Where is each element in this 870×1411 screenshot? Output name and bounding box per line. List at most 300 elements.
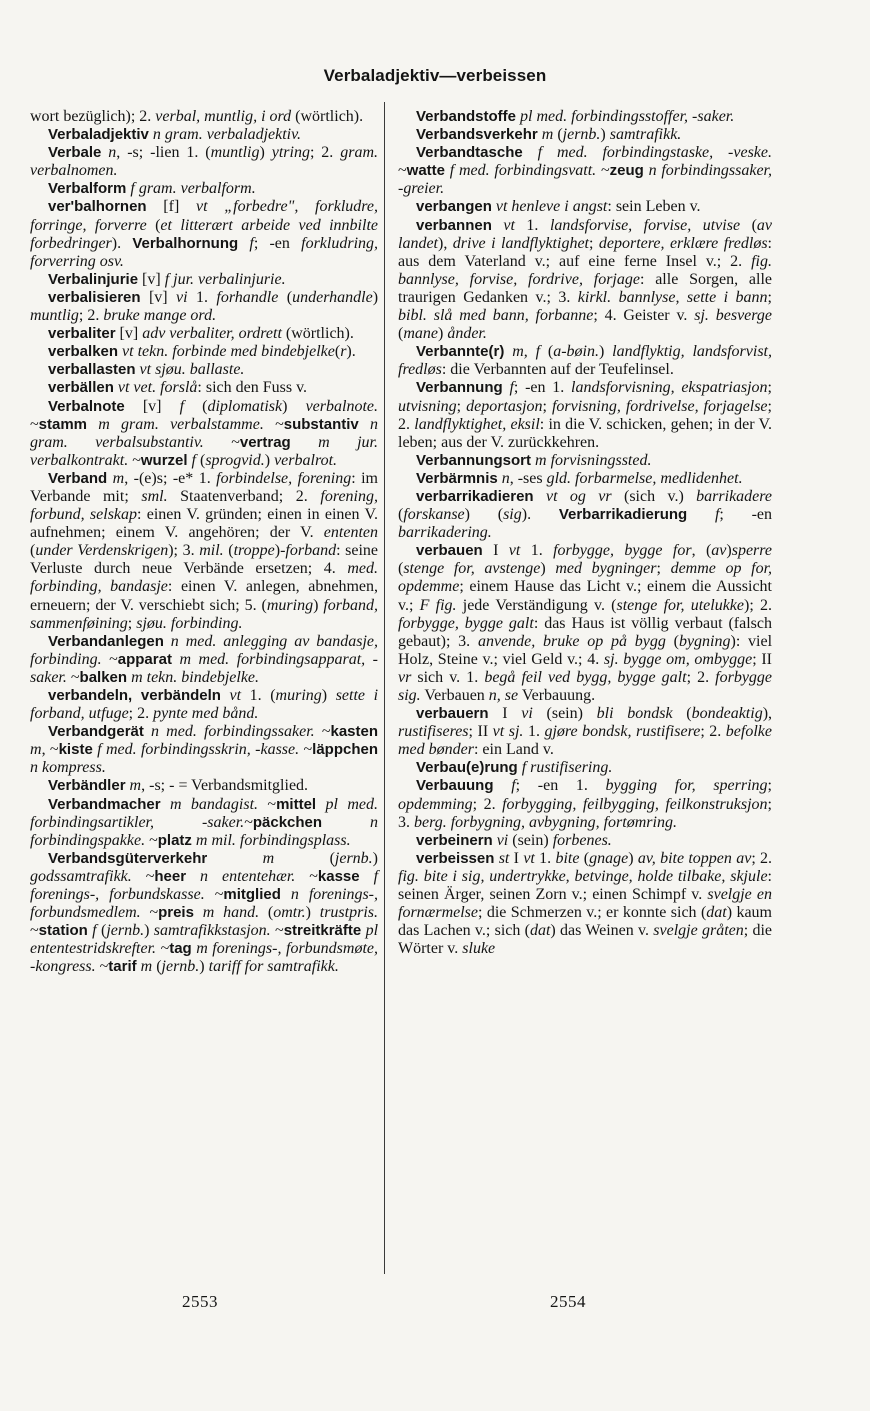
entry-text: ) xyxy=(599,343,613,361)
entry-text: [v] xyxy=(140,288,177,306)
translation-text: f med. forbindingstaske, -veske. xyxy=(522,144,772,162)
translation-text: opdemming xyxy=(398,795,473,813)
entry-text: ), xyxy=(762,705,773,723)
dictionary-entry xyxy=(398,759,772,777)
entry-text: ); 3. xyxy=(168,542,200,560)
translation-text: f xyxy=(238,234,254,252)
entry-text: wort bezüglich); 2. xyxy=(30,108,156,125)
entry-text: ( xyxy=(274,849,335,867)
entry-text: ; 2. xyxy=(686,668,716,686)
entry-text: : ein Land v. xyxy=(473,741,554,759)
headword: Verbalform xyxy=(48,180,127,198)
headword: verbalken xyxy=(48,343,119,361)
entry-text: ; -en 1. xyxy=(515,777,606,795)
entry-text: I xyxy=(482,542,509,560)
entry-text: , -ses xyxy=(509,469,547,487)
entry-text: ~ xyxy=(128,451,141,469)
entry-text: : einen V. anlegen, abnehmen, erneuern; der V. verschiebt sich; 5. ( xyxy=(30,578,379,614)
entry-text: ( xyxy=(398,506,404,524)
entry-text: ~ xyxy=(398,162,407,180)
entry-text: ). xyxy=(346,343,356,361)
entry-text: ~ xyxy=(258,795,277,813)
entry-text: , ~ xyxy=(41,741,59,759)
entry-text: : in die V. schicken, gehen; in der V. leben; aus der V. zurückkehren. xyxy=(398,415,773,451)
entry-text: ~ xyxy=(30,922,39,940)
translation-text: barrikadere xyxy=(696,487,773,505)
headword: Verbauung xyxy=(416,777,494,795)
entry-text: Verbauung. xyxy=(518,687,596,704)
dictionary-entry xyxy=(398,343,772,379)
entry-text: 1. xyxy=(534,849,556,867)
dictionary-entry xyxy=(30,687,378,723)
dictionary-entry xyxy=(30,289,378,325)
dictionary-entry xyxy=(30,633,378,687)
entry-text: , -(e)s; -e* 1. xyxy=(124,469,217,487)
translation-text: vt „forbedre", forkludre, forringe, forverre xyxy=(30,198,379,234)
translation-text: forbenes. xyxy=(552,831,612,849)
translation-text: vi xyxy=(176,288,188,306)
dictionary-entry xyxy=(30,144,378,180)
translation-text: vt vet. forslå xyxy=(113,379,198,397)
translation-text: m mil. forbindingsplass. xyxy=(191,831,351,849)
entry-text: (sein) xyxy=(532,705,597,723)
entry-text: ( xyxy=(672,705,692,723)
translation-text: a-bøin. xyxy=(553,343,599,361)
translation-text: st xyxy=(494,849,510,867)
dictionary-entry xyxy=(30,126,378,144)
entry-text: ; 4. Geister v. xyxy=(593,307,695,325)
dictionary-entry xyxy=(30,777,378,795)
dictionary-entry xyxy=(30,343,378,361)
entry-text: ; xyxy=(542,397,552,415)
translation-text: m bandagist. xyxy=(160,795,259,813)
entry-text: ~ xyxy=(314,723,331,741)
entry-text: (sein) xyxy=(508,831,553,849)
headword: Verbandsverkehr xyxy=(416,126,538,144)
entry-text: 1. xyxy=(523,723,545,741)
headword: Verbandsgüterverkehr xyxy=(48,849,208,867)
translation-text: m xyxy=(207,849,275,867)
entry-text: ~ xyxy=(203,433,240,451)
entry-text: I xyxy=(488,705,522,723)
entry-text: ~ xyxy=(244,813,253,831)
entry-text: ; 2. xyxy=(128,705,154,723)
dictionary-entry xyxy=(398,850,772,959)
entry-text: ; -en 1. xyxy=(513,379,572,397)
translation-text: sj. bygge om, ombygge xyxy=(603,650,753,668)
translation-text: n ententehær. xyxy=(186,867,296,885)
entry-text: ; 2. xyxy=(398,397,772,433)
entry-text: ; xyxy=(656,560,671,578)
dictionary-entry xyxy=(398,379,772,451)
translation-text: mil. xyxy=(199,542,224,560)
entry-text: ) xyxy=(313,596,324,614)
entry-text: Staatenverband; 2. xyxy=(167,487,321,505)
dictionary-entry xyxy=(398,705,772,759)
translation-text: svelgje en fornærmelse xyxy=(398,886,772,922)
page-number-left: 2553 xyxy=(182,1292,218,1311)
translation-text: anvende, bruke op på bygg xyxy=(477,632,666,650)
headword: apparat xyxy=(117,650,172,668)
entry-text: ( xyxy=(152,958,162,976)
entry-text: ; II xyxy=(752,650,773,668)
translation-text: n forbindingssaker, -greier. xyxy=(398,162,773,198)
entry-text: ~ xyxy=(204,886,224,904)
translation-text: vt xyxy=(220,687,242,704)
headword: heer xyxy=(154,867,187,885)
translation-text: et litterært arbeide ved innbilte forbedringer xyxy=(30,216,378,252)
translation-text: sluke xyxy=(462,940,496,958)
translation-text: m gram. verbalstamme. xyxy=(87,415,264,433)
dictionary-entry xyxy=(30,198,378,270)
entry-text: : einen V. gründen; einen in einen V. aufnehmen; einem V. angehören; der V. xyxy=(30,506,378,542)
headword: stamm xyxy=(38,415,88,433)
translation-text: vi xyxy=(521,705,533,723)
entry-text: ( xyxy=(223,542,234,560)
headword: verbauern xyxy=(416,705,489,723)
translation-text: sjøu. forbinding. xyxy=(136,614,243,632)
entry-text: 1. xyxy=(520,542,554,560)
translation-text: n forbindingspakke. xyxy=(30,813,379,849)
entry-text: , -s; -lien 1. ( xyxy=(116,144,211,162)
dictionary-entry xyxy=(398,198,772,216)
translation-text: ånder. xyxy=(447,325,487,343)
headword: päckchen xyxy=(252,813,323,831)
headword: Verbannungsort xyxy=(416,451,532,469)
translation-text: bibl. slå med bann, forbanne xyxy=(398,307,594,325)
translation-text: landflyktighet, eksil xyxy=(414,415,540,433)
dictionary-entry xyxy=(30,325,378,343)
entry-text: 1. xyxy=(514,216,550,234)
dictionary-entry xyxy=(398,108,772,126)
translation-text: tariff for samtrafikk. xyxy=(208,958,339,976)
headword: verbarrikadieren xyxy=(416,487,534,505)
translation-text: sprogvid. xyxy=(205,451,265,469)
entry-text: (wörtlich). xyxy=(291,108,364,125)
entry-text: ( xyxy=(30,542,36,560)
headword: Verbandmacher xyxy=(48,795,161,813)
translation-text: pl ententestridskrefter. xyxy=(30,922,379,958)
translation-text: vr xyxy=(398,668,412,686)
translation-text: gjøre bondsk, rustifisere xyxy=(544,723,701,741)
translation-text: forskanse xyxy=(403,506,465,524)
translation-text: f xyxy=(493,777,516,795)
entry-text: ), xyxy=(438,234,453,252)
entry-text: I xyxy=(509,849,524,867)
translation-text: sette i forband, utfuge xyxy=(30,687,379,723)
translation-text: forbygge, bygge galt xyxy=(398,614,534,632)
headword: verbaliter xyxy=(48,325,116,343)
dictionary-entry xyxy=(398,217,772,344)
translation-text: jernb. xyxy=(106,922,145,940)
translation-text: forkludring, forverring osv. xyxy=(30,234,379,270)
dictionary-entry xyxy=(30,180,378,198)
entry-text: Verbauen xyxy=(420,687,489,704)
translation-text: f med. forbindingsskrin, -kasse. xyxy=(92,741,300,759)
headword: verbauen xyxy=(416,542,483,560)
dictionary-entry xyxy=(30,361,378,379)
entry-text: ) xyxy=(372,849,378,867)
translation-text: vt og vr xyxy=(533,487,612,505)
translation-text: m forvisningssted. xyxy=(531,451,652,469)
entry-text: 1. ( xyxy=(241,687,276,704)
entry-text: ). xyxy=(521,506,559,524)
translation-text: f xyxy=(87,922,97,940)
translation-text: vi xyxy=(492,831,509,849)
translation-text: vt xyxy=(508,542,521,560)
entry-text: : im Verbande mit; xyxy=(30,469,378,505)
translation-text: av xyxy=(711,542,727,560)
entry-text: ~ xyxy=(95,958,109,976)
translation-text: sml. xyxy=(141,487,168,505)
translation-text: mane xyxy=(403,325,438,343)
translation-text: godssamtrafikk. xyxy=(30,867,132,885)
entry-text: ; 2. xyxy=(472,795,503,813)
translation-text: med. forbinding, bandasje xyxy=(30,560,378,596)
entry-text: ; xyxy=(767,379,772,397)
headword: Verbärmnis xyxy=(416,469,498,487)
translation-text: f jur. verbalinjurie. xyxy=(164,270,286,288)
entry-text: ( xyxy=(398,325,404,343)
entry-text: ~ xyxy=(156,940,170,958)
translation-text: bruke mange ord. xyxy=(103,307,217,325)
headword: verbällen xyxy=(48,379,114,397)
entry-text: : sein Leben v. xyxy=(607,198,701,216)
translation-text: n, se xyxy=(488,687,519,704)
translation-text: demme op for, opdemme xyxy=(398,560,773,596)
entry-text: ; 2. xyxy=(78,307,104,325)
translation-text: muring xyxy=(275,687,322,704)
entry-text: ( xyxy=(334,343,341,361)
dictionary-entry xyxy=(398,488,772,542)
translation-text: ytring xyxy=(271,144,310,162)
entry-text: ( xyxy=(259,904,274,922)
headword: verbeinern xyxy=(416,831,493,849)
translation-text: dat xyxy=(706,904,727,922)
translation-text: forhandle xyxy=(216,288,279,306)
headword: Verbändler xyxy=(48,777,126,795)
translation-text: m tekn. bindebjelke. xyxy=(127,668,260,686)
entry-text: ; die Schmerzen v.; er konnte sich ( xyxy=(478,904,707,922)
entry-text: ; -en xyxy=(253,234,302,252)
column-divider xyxy=(384,102,385,1274)
entry-text: : sich den Fuss v. xyxy=(197,379,308,397)
headword: substantiv xyxy=(283,415,359,433)
entry-text: ; xyxy=(456,397,467,415)
entry-text: ~ xyxy=(145,831,158,849)
entry-text: ; 2. xyxy=(751,849,773,867)
headword: balken xyxy=(79,668,128,686)
entry-text: (sich v.) xyxy=(611,487,697,505)
entry-text: 1. xyxy=(187,288,217,306)
translation-text: forbygging, feilbygging, feilkonstruksjon xyxy=(502,795,768,813)
entry-text: ~ xyxy=(66,668,80,686)
entry-text: ( xyxy=(540,343,554,361)
entry-text: ; 2. xyxy=(700,723,726,741)
entry-text: ) xyxy=(628,849,638,867)
entry-text: ~ xyxy=(263,415,284,433)
headword: verbannen xyxy=(416,216,492,234)
headword: kasse xyxy=(317,867,360,885)
translation-text: diplomatisk xyxy=(207,397,283,415)
entry-text: ); 2. xyxy=(744,596,773,614)
headword: verbangen xyxy=(416,198,492,216)
headword: Verbannte(r) xyxy=(416,343,505,361)
headword: Verbalnote xyxy=(48,397,125,415)
translation-text: sj. besverge xyxy=(694,307,772,325)
entry-text: ) xyxy=(144,922,154,940)
translation-text: svelgje gråten xyxy=(653,922,744,940)
translation-text: f rustifisering. xyxy=(517,759,613,777)
translation-text: m xyxy=(125,777,142,795)
dictionary-entry xyxy=(398,126,772,144)
translation-text: rustifiseres xyxy=(398,723,469,741)
entry-text: ( xyxy=(146,216,161,234)
entry-text: ~ xyxy=(299,741,313,759)
translation-text: stenge for, avstenge xyxy=(403,560,541,578)
translation-text: sperre xyxy=(731,542,773,560)
headword: preis xyxy=(158,904,194,922)
translation-text: utvisning xyxy=(398,397,457,415)
translation-text: m med. forbindingsapparat, -saker. xyxy=(30,650,379,686)
translation-text: pl med. forbindingsartikler, -saker. xyxy=(30,795,379,831)
translation-text: forband, sammenføining xyxy=(30,596,378,632)
headword: mittel xyxy=(276,795,317,813)
translation-text: bygging for, sperring xyxy=(605,777,768,795)
translation-text: deportere, erklære fredløs xyxy=(598,234,768,252)
translation-text: forbygge, bygge for xyxy=(553,542,692,560)
translation-text: vt henleve i angst xyxy=(491,198,608,216)
translation-text: av landet xyxy=(398,216,773,252)
translation-text: kirkl. bannlyse, sette i bann xyxy=(577,288,768,306)
entry-text: ) das Weinen v. xyxy=(550,922,654,940)
entry-text: ; II xyxy=(468,723,493,741)
headword: vertrag xyxy=(239,433,291,451)
translation-text: jernb. xyxy=(334,849,373,867)
translation-text: fig. bannlyse, forvise, fordrive, forjage xyxy=(398,252,772,288)
entry-text: ~ xyxy=(101,650,118,668)
translation-text: drive i landflyktighet xyxy=(452,234,589,252)
headword: verbeissen xyxy=(416,849,495,867)
translation-text: n med. anlegging av bandasje, forbinding. xyxy=(30,632,378,668)
entry-text: ) xyxy=(282,397,306,415)
translation-text: stenge for, utelukke xyxy=(616,596,745,614)
dictionary-entry xyxy=(398,542,772,705)
translation-text: samtrafikk. xyxy=(609,126,682,144)
translation-text: vt sj. xyxy=(492,723,524,741)
dictionary-entry xyxy=(398,452,772,470)
entry-text: ) xyxy=(372,288,379,306)
translation-text: fig. bite i sig, undertrykke, betvinge, holde tilbake, skjule xyxy=(398,867,768,885)
headword: platz xyxy=(157,831,192,849)
translation-text: forband xyxy=(285,542,337,560)
headword: ver'balhornen xyxy=(48,198,147,216)
dictionary-entry xyxy=(30,108,378,126)
entry-text: ) xyxy=(259,144,272,162)
headword: Verbandanlegen xyxy=(48,632,164,650)
headword: Verbale xyxy=(48,144,102,162)
entry-text: ( xyxy=(665,632,679,650)
translation-text: vt xyxy=(491,216,515,234)
headword: Verbau(e)rung xyxy=(416,759,518,777)
translation-text: pynte med bånd. xyxy=(153,705,259,723)
translation-text: under Verdenskrigen xyxy=(35,542,169,560)
headword: Verbandstoffe xyxy=(416,108,517,125)
headword: tag xyxy=(169,940,192,958)
translation-text: n med. forbindingssaker. xyxy=(143,723,315,741)
translation-text: f xyxy=(187,451,196,469)
translation-text: muntlig xyxy=(30,307,79,325)
dictionary-entry xyxy=(30,470,378,633)
headword: läppchen xyxy=(312,741,379,759)
translation-text: omtr. xyxy=(273,904,306,922)
headword: streitkräfte xyxy=(283,922,362,940)
entry-text: ( xyxy=(398,560,404,578)
dictionary-entry xyxy=(398,470,772,488)
headword: verbandeln, verbändeln xyxy=(48,687,221,704)
headword: Verbandgerät xyxy=(48,723,144,741)
entry-text: ( xyxy=(196,451,206,469)
entry-text: ~ xyxy=(30,415,39,433)
translation-text: samtrafikkstasjon. xyxy=(153,922,271,940)
translation-text: m hand. xyxy=(193,904,260,922)
entry-text: ; einem Hause das Licht v.; einem die Aussicht v.; xyxy=(398,578,772,614)
entry-text: ; xyxy=(127,614,137,632)
translation-text: verbalrot. xyxy=(274,451,338,469)
translation-text: F fig. xyxy=(419,596,457,614)
entry-text: ( xyxy=(553,126,563,144)
translation-text: m xyxy=(136,958,153,976)
translation-text: underhandle xyxy=(292,288,373,306)
translation-text: n gram. verbaladjektiv. xyxy=(148,126,302,144)
entry-text: [v] xyxy=(124,397,180,415)
entry-text: [v] xyxy=(115,325,143,343)
entry-text: ~ xyxy=(295,867,318,885)
entry-text: ; 2. xyxy=(309,144,341,162)
entry-text: ( xyxy=(579,849,590,867)
translation-text: f xyxy=(179,397,185,415)
entry-text: ( xyxy=(278,288,293,306)
dictionary-entry xyxy=(398,832,772,850)
translation-text: gnage xyxy=(589,849,629,867)
entry-text: jede Verständigung v. ( xyxy=(456,596,617,614)
entry-text: : die Verbannten auf der Teufelinsel. xyxy=(441,361,674,379)
right-column xyxy=(398,108,772,958)
entry-text: ; 3. xyxy=(398,795,772,831)
translation-text: verbalnote. xyxy=(305,397,378,415)
entry-text: , ( xyxy=(691,542,712,560)
headword: Verband xyxy=(48,469,108,487)
translation-text: m xyxy=(107,469,125,487)
entry-text: (wörtlich). xyxy=(281,325,354,343)
translation-text: n kompress. xyxy=(30,759,106,777)
translation-text: bygning xyxy=(678,632,731,650)
entry-text: ) kaum das Lachen v.; sich ( xyxy=(398,904,772,940)
dictionary-entry xyxy=(398,777,772,831)
headword: verballasten xyxy=(48,361,136,379)
translation-text: deportasjon xyxy=(466,397,543,415)
translation-text: begå feil ved bygg, bygge galt xyxy=(484,668,687,686)
translation-text: sig xyxy=(503,506,522,524)
translation-text: vt xyxy=(523,849,535,867)
entry-text: ) xyxy=(600,126,610,144)
entry-text: : aus dem Vaterland v.; auf eine ferne Insel v.; 2. xyxy=(398,234,772,270)
translation-text: barrikadering. xyxy=(398,524,492,542)
headword: Verbannung xyxy=(416,379,503,397)
translation-text: m xyxy=(537,126,554,144)
entry-text: ) xyxy=(437,325,448,343)
translation-text: forbindelse, forening xyxy=(216,469,352,487)
